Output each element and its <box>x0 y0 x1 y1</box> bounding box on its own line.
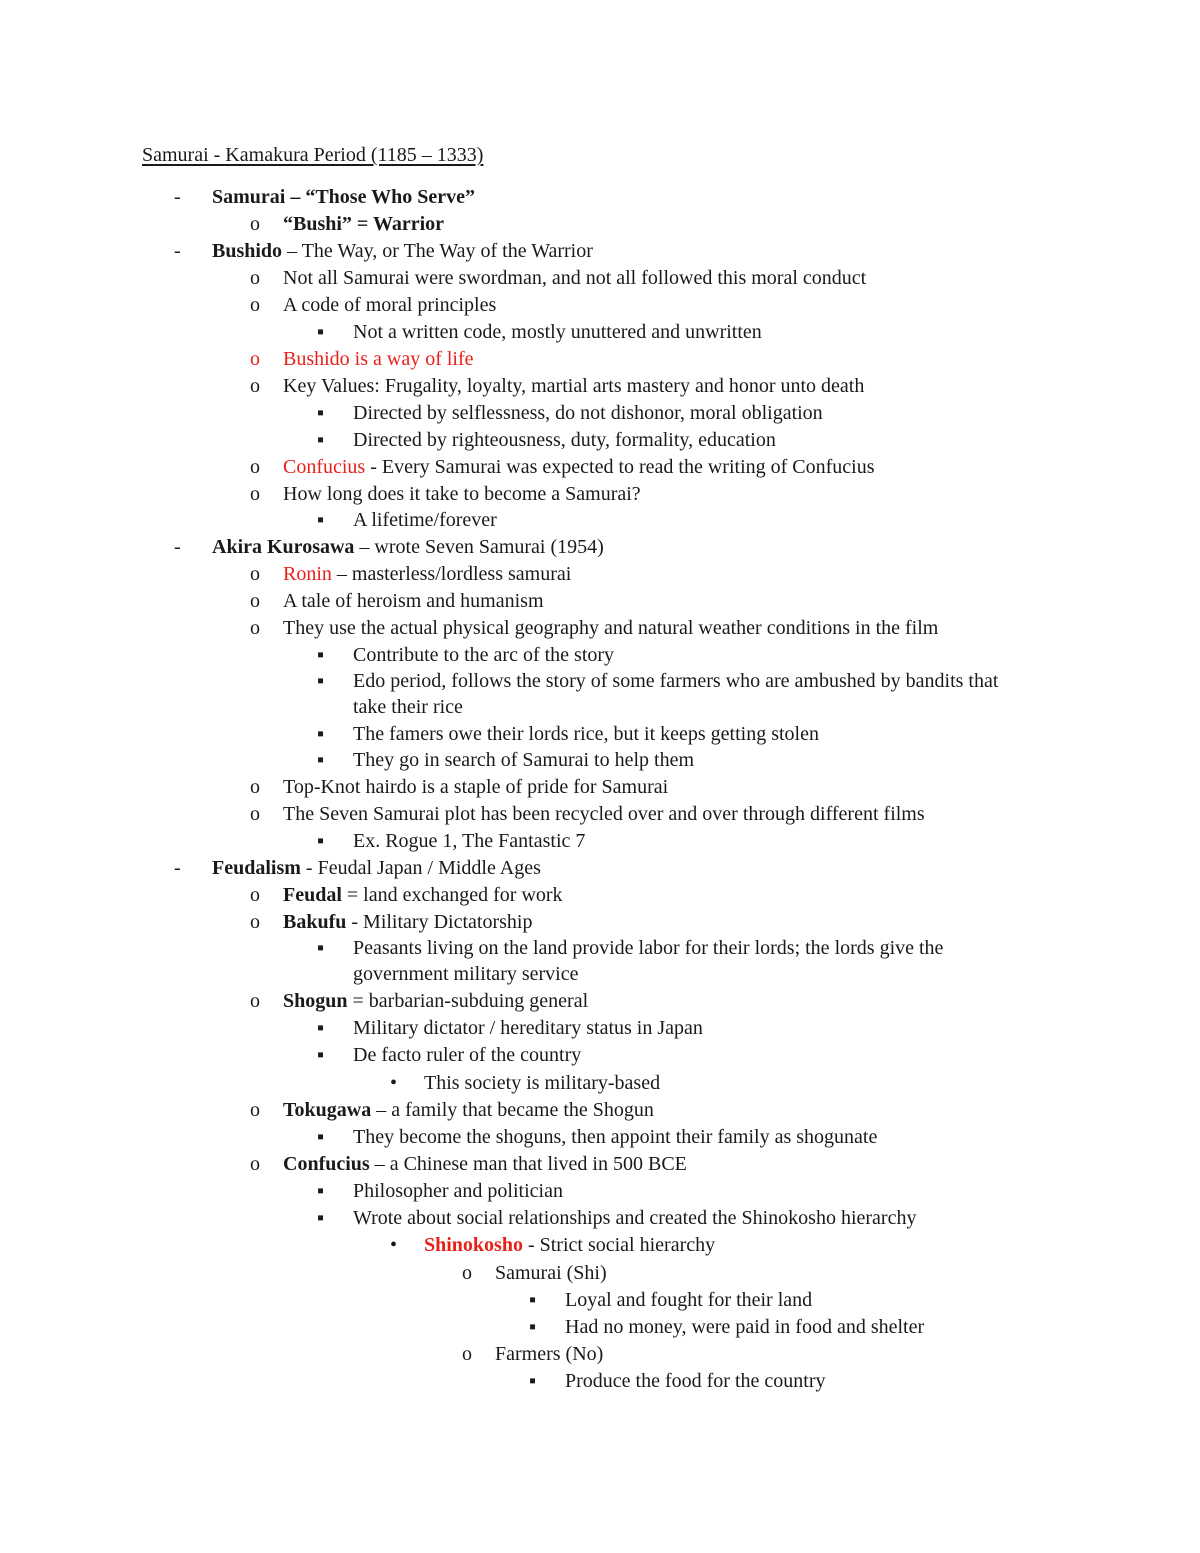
outline-line <box>283 265 866 291</box>
outline-line <box>353 961 578 987</box>
outline-line <box>212 184 475 210</box>
square-bullet-icon: ▪ <box>317 1180 325 1202</box>
square-bullet-icon: ▪ <box>529 1370 537 1392</box>
line-text: This society is military-based <box>424 1072 661 1094</box>
line-text: – The Way, or The Way of the Warrior <box>282 240 593 262</box>
outline-line <box>283 1151 687 1177</box>
outline-line <box>283 615 938 641</box>
square-bullet-icon: ▪ <box>529 1316 537 1338</box>
line-text: Philosopher and politician <box>353 1180 563 1202</box>
line-text: – masterless/lordless samurai <box>331 563 572 585</box>
circle-bullet: o <box>250 990 260 1012</box>
line-text: = land exchanged for work <box>341 884 563 906</box>
square-bullet-icon: ▪ <box>317 644 325 666</box>
outline-line <box>283 481 641 507</box>
outline-line <box>283 292 496 318</box>
line-text: Military dictator / hereditary status in Japan <box>353 1017 703 1039</box>
line-text: They go in search of Samurai to help them <box>353 749 695 771</box>
highlighted-bold-term: Shinokosho <box>424 1234 523 1256</box>
line-text: - Every Samurai was expected to read the writing of Confucius <box>365 456 875 478</box>
outline-line <box>212 238 593 264</box>
dash-bullet: - <box>174 240 181 262</box>
line-text: Had no money, were paid in food and shelter <box>565 1316 925 1338</box>
bold-term: Akira Kurosawa <box>212 536 355 558</box>
outline-line <box>353 1205 916 1231</box>
outline-line <box>424 1232 715 1258</box>
outline-line <box>212 855 541 881</box>
outline-line <box>353 1178 563 1204</box>
circle-bullet: o <box>250 294 260 316</box>
line-text: A lifetime/forever <box>353 509 497 531</box>
line-text: Farmers (No) <box>495 1343 604 1365</box>
bold-term: Feudalism <box>212 857 301 879</box>
line-text: take their rice <box>353 696 463 718</box>
circle-bullet: o <box>250 483 260 505</box>
circle-bullet: o <box>250 617 260 639</box>
line-text: Peasants living on the land provide labor for their lords; the lords give the <box>353 937 944 959</box>
line-text: government military service <box>353 963 579 985</box>
dash-bullet: - <box>174 857 181 879</box>
line-text: Loyal and fought for their land <box>565 1289 813 1311</box>
line-text: Directed by selflessness, do not dishonor, moral obligation <box>353 402 823 424</box>
line-text: A tale of heroism and humanism <box>283 590 544 612</box>
square-bullet-icon: ▪ <box>317 1017 325 1039</box>
square-bullet-icon: ▪ <box>317 723 325 745</box>
line-text: Ex. Rogue 1, The Fantastic 7 <box>353 830 586 852</box>
highlighted-term: Confucius <box>283 456 366 478</box>
highlighted-term: Bushido is a way of life <box>283 348 474 370</box>
square-bullet-icon: ▪ <box>317 670 325 692</box>
outline-line <box>283 882 563 908</box>
bold-term: Confucius <box>283 1153 370 1175</box>
line-text: Contribute to the arc of the story <box>353 644 615 666</box>
line-text: Wrote about social relationships and created the Shinokosho hierarchy <box>353 1207 917 1229</box>
bold-term: Tokugawa <box>283 1099 372 1121</box>
bold-term: Feudal <box>283 884 342 906</box>
line-text: They become the shoguns, then appoint their family as shogunate <box>353 1126 878 1148</box>
line-text: A code of moral principles <box>283 294 497 316</box>
dash-bullet: - <box>174 536 181 558</box>
bold-term: Bakufu <box>283 911 347 933</box>
line-text: - Feudal Japan / Middle Ages <box>300 857 541 879</box>
line-text: – a Chinese man that lived in 500 BCE <box>369 1153 687 1175</box>
circle-bullet: o <box>462 1262 472 1284</box>
circle-bullet: o <box>250 803 260 825</box>
outline-line <box>353 507 497 533</box>
square-bullet-icon: ▪ <box>317 1207 325 1229</box>
outline-line <box>353 747 694 773</box>
circle-bullet: o <box>250 590 260 612</box>
outline-line <box>353 935 943 961</box>
line-text: Samurai (Shi) <box>495 1262 607 1284</box>
dot-bullet-icon: • <box>390 1234 398 1256</box>
square-bullet-icon: ▪ <box>317 402 325 424</box>
bold-term: “Bushi” = Warrior <box>283 213 445 235</box>
line-text: De facto ruler of the country <box>353 1044 582 1066</box>
square-bullet-icon: ▪ <box>317 749 325 771</box>
bold-term: Bushido <box>212 240 283 262</box>
outline-line <box>283 774 668 800</box>
outline-line <box>424 1070 660 1096</box>
line-text: Directed by righteousness, duty, formality, education <box>353 429 776 451</box>
page-title: Samurai - Kamakura Period (1185 – 1333) <box>142 144 484 166</box>
square-bullet-icon: ▪ <box>317 509 325 531</box>
circle-bullet: o <box>250 911 260 933</box>
circle-bullet: o <box>250 267 260 289</box>
bold-term: Samurai – “Those Who Serve” <box>212 186 475 208</box>
outline-line <box>212 534 604 560</box>
circle-bullet: o <box>250 348 260 370</box>
outline-line <box>283 909 532 935</box>
circle-bullet: o <box>250 884 260 906</box>
square-bullet-icon: ▪ <box>317 321 325 343</box>
outline-line <box>353 642 614 668</box>
square-bullet-icon: ▪ <box>317 1126 325 1148</box>
outline-line <box>283 373 864 399</box>
outline-line <box>565 1368 825 1394</box>
outline-line <box>353 668 998 694</box>
outline-line <box>283 454 875 480</box>
highlighted-term: Ronin <box>283 563 332 585</box>
line-text: - Strict social hierarchy <box>522 1234 716 1256</box>
square-bullet-icon: ▪ <box>317 937 325 959</box>
outline-line <box>565 1287 812 1313</box>
line-text: They use the actual physical geography and natural weather conditions in the film <box>283 617 939 639</box>
circle-bullet: o <box>250 213 260 235</box>
outline-line <box>283 1097 654 1123</box>
line-text: The Seven Samurai plot has been recycled over and over through different films <box>283 803 925 825</box>
circle-bullet: o <box>250 456 260 478</box>
line-text: – a family that became the Shogun <box>371 1099 654 1121</box>
outline-line <box>353 1124 877 1150</box>
line-text: – wrote Seven Samurai (1954) <box>354 536 604 558</box>
dot-bullet-icon: • <box>390 1072 398 1094</box>
circle-bullet: o <box>250 563 260 585</box>
bold-term: Shogun <box>283 990 348 1012</box>
line-text: Produce the food for the country <box>565 1370 826 1392</box>
outline-line <box>495 1260 607 1286</box>
circle-bullet: o <box>462 1343 472 1365</box>
line-text: How long does it take to become a Samurai? <box>283 483 641 505</box>
outline-line <box>353 400 823 426</box>
line-text: Not a written code, mostly unuttered and unwritten <box>353 321 762 343</box>
outline-line <box>353 721 819 747</box>
outline-line <box>283 211 444 237</box>
outline-line <box>353 694 463 720</box>
circle-bullet: o <box>250 1153 260 1175</box>
square-bullet-icon: ▪ <box>317 429 325 451</box>
outline-line <box>353 1015 703 1041</box>
square-bullet-icon: ▪ <box>529 1289 537 1311</box>
outline-line <box>283 801 925 827</box>
circle-bullet: o <box>250 776 260 798</box>
line-text: Top-Knot hairdo is a staple of pride for Samurai <box>283 776 669 798</box>
line-text: Key Values: Frugality, loyalty, martial arts mastery and honor unto death <box>283 375 865 397</box>
outline-line <box>283 561 571 587</box>
square-bullet-icon: ▪ <box>317 830 325 852</box>
dash-bullet: - <box>174 186 181 208</box>
outline-line <box>353 1042 581 1068</box>
line-text: The famers owe their lords rice, but it keeps getting stolen <box>353 723 819 745</box>
outline-line <box>495 1341 603 1367</box>
outline-line <box>283 588 544 614</box>
outline-line <box>353 319 762 345</box>
outline-line <box>353 828 585 854</box>
outline-line <box>283 346 474 372</box>
square-bullet-icon: ▪ <box>317 1044 325 1066</box>
outline-line <box>283 988 588 1014</box>
line-text: Not all Samurai were swordman, and not all followed this moral conduct <box>283 267 867 289</box>
outline-line <box>353 427 776 453</box>
line-text: - Military Dictatorship <box>346 911 533 933</box>
circle-bullet: o <box>250 1099 260 1121</box>
line-text: Edo period, follows the story of some farmers who are ambushed by bandits that <box>353 670 999 692</box>
circle-bullet: o <box>250 375 260 397</box>
outline-line <box>565 1314 924 1340</box>
line-text: = barbarian-subduing general <box>347 990 589 1012</box>
